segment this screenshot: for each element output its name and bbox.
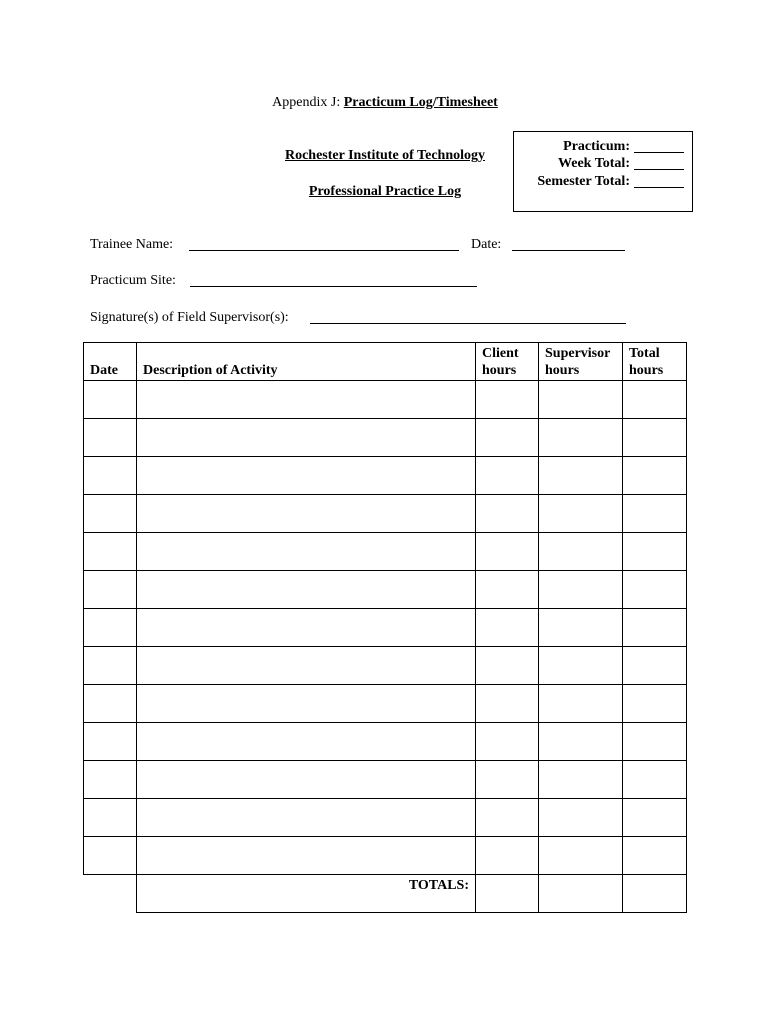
table-row <box>84 685 687 723</box>
client-hours-cell[interactable] <box>476 837 539 875</box>
total-hours-cell[interactable] <box>623 837 687 875</box>
hours-summary-box <box>513 131 693 212</box>
total-hours-cell[interactable] <box>623 571 687 609</box>
table-header-row <box>84 343 687 381</box>
description-cell[interactable] <box>137 609 476 647</box>
totals-supervisor-cell[interactable] <box>539 875 623 913</box>
page-title <box>0 95 770 111</box>
appendix-title: Practicum Log/Timesheet <box>343 95 498 110</box>
table-row <box>84 533 687 571</box>
supervisor-hours-cell[interactable] <box>539 837 623 875</box>
log-name: Professional Practice Log <box>308 184 462 199</box>
client-hours-cell[interactable] <box>476 723 539 761</box>
totals-spacer <box>84 875 137 913</box>
totals-total-cell[interactable] <box>623 875 687 913</box>
week-total-label: Week Total: <box>558 156 630 171</box>
date-cell[interactable] <box>84 723 137 761</box>
total-hours-cell[interactable] <box>623 381 687 419</box>
total-hours-cell[interactable] <box>623 685 687 723</box>
description-cell[interactable] <box>137 647 476 685</box>
total-hours-cell[interactable] <box>623 723 687 761</box>
client-hours-cell[interactable] <box>476 495 539 533</box>
date-label: Date: <box>471 237 502 252</box>
header-date: Date <box>84 343 137 381</box>
client-hours-cell[interactable] <box>476 533 539 571</box>
date-cell[interactable] <box>84 685 137 723</box>
table-row <box>84 609 687 647</box>
client-hours-cell[interactable] <box>476 761 539 799</box>
practicum-site-field[interactable] <box>190 272 477 287</box>
supervisor-hours-cell[interactable] <box>539 495 623 533</box>
total-hours-cell[interactable] <box>623 799 687 837</box>
description-cell[interactable] <box>137 381 476 419</box>
total-hours-cell[interactable] <box>623 647 687 685</box>
supervisor-hours-cell[interactable] <box>539 799 623 837</box>
description-cell[interactable] <box>137 571 476 609</box>
supervisor-hours-cell[interactable] <box>539 723 623 761</box>
description-cell[interactable] <box>137 723 476 761</box>
institution-name: Rochester Institute of Technology <box>284 148 486 163</box>
table-row <box>84 799 687 837</box>
header-supervisor-hours: Supervisor hours <box>539 343 623 381</box>
supervisor-hours-cell[interactable] <box>539 761 623 799</box>
description-cell[interactable] <box>137 799 476 837</box>
date-field[interactable] <box>512 236 625 251</box>
description-cell[interactable] <box>137 533 476 571</box>
description-cell[interactable] <box>137 495 476 533</box>
client-hours-cell[interactable] <box>476 609 539 647</box>
table-body <box>84 381 687 875</box>
supervisor-hours-cell[interactable] <box>539 647 623 685</box>
total-hours-cell[interactable] <box>623 533 687 571</box>
trainee-name-label: Trainee Name: <box>90 237 174 252</box>
practicum-label: Practicum: <box>563 139 630 154</box>
client-hours-cell[interactable] <box>476 571 539 609</box>
date-cell[interactable] <box>84 647 137 685</box>
week-total-blank[interactable] <box>634 156 684 170</box>
description-cell[interactable] <box>137 457 476 495</box>
signature-field[interactable] <box>310 309 626 324</box>
date-cell[interactable] <box>84 799 137 837</box>
supervisor-hours-cell[interactable] <box>539 685 623 723</box>
date-cell[interactable] <box>84 457 137 495</box>
table-row <box>84 647 687 685</box>
client-hours-cell[interactable] <box>476 799 539 837</box>
total-hours-cell[interactable] <box>623 495 687 533</box>
date-cell[interactable] <box>84 533 137 571</box>
client-hours-cell[interactable] <box>476 419 539 457</box>
appendix-prefix: Appendix J: <box>272 95 344 110</box>
description-cell[interactable] <box>137 837 476 875</box>
table-row <box>84 571 687 609</box>
description-cell[interactable] <box>137 419 476 457</box>
totals-client-cell[interactable] <box>476 875 539 913</box>
supervisor-hours-cell[interactable] <box>539 533 623 571</box>
date-cell[interactable] <box>84 837 137 875</box>
total-hours-cell[interactable] <box>623 419 687 457</box>
trainee-name-field[interactable] <box>189 236 459 251</box>
supervisor-hours-cell[interactable] <box>539 457 623 495</box>
client-hours-cell[interactable] <box>476 381 539 419</box>
date-cell[interactable] <box>84 381 137 419</box>
client-hours-cell[interactable] <box>476 647 539 685</box>
supervisor-hours-cell[interactable] <box>539 381 623 419</box>
total-hours-cell[interactable] <box>623 457 687 495</box>
totals-label-cell <box>137 875 476 913</box>
table-row <box>84 761 687 799</box>
semester-total-blank[interactable] <box>634 174 684 188</box>
practicum-blank[interactable] <box>634 139 684 153</box>
supervisor-hours-cell[interactable] <box>539 571 623 609</box>
table-row <box>84 419 687 457</box>
table-row <box>84 723 687 761</box>
totals-row <box>84 875 687 913</box>
header-total-hours: Total hours <box>623 343 687 381</box>
practicum-log-table <box>83 342 687 913</box>
description-cell[interactable] <box>137 761 476 799</box>
supervisor-hours-cell[interactable] <box>539 609 623 647</box>
description-cell[interactable] <box>137 685 476 723</box>
client-hours-cell[interactable] <box>476 457 539 495</box>
total-hours-cell[interactable] <box>623 609 687 647</box>
supervisor-hours-cell[interactable] <box>539 419 623 457</box>
signature-label: Signature(s) of Field Supervisor(s): <box>90 310 289 325</box>
total-hours-cell[interactable] <box>623 761 687 799</box>
header-description: Description of Activity <box>137 343 476 381</box>
semester-total-label: Semester Total: <box>537 174 630 189</box>
client-hours-cell[interactable] <box>476 685 539 723</box>
date-cell[interactable] <box>84 571 137 609</box>
table-row <box>84 495 687 533</box>
header-client-hours: Client hours <box>476 343 539 381</box>
practicum-site-label: Practicum Site: <box>90 273 176 288</box>
totals-label: TOTALS: <box>408 878 469 893</box>
date-cell[interactable] <box>84 761 137 799</box>
table-row <box>84 457 687 495</box>
date-cell[interactable] <box>84 609 137 647</box>
table-row <box>84 837 687 875</box>
table-row <box>84 381 687 419</box>
date-cell[interactable] <box>84 495 137 533</box>
date-cell[interactable] <box>84 419 137 457</box>
